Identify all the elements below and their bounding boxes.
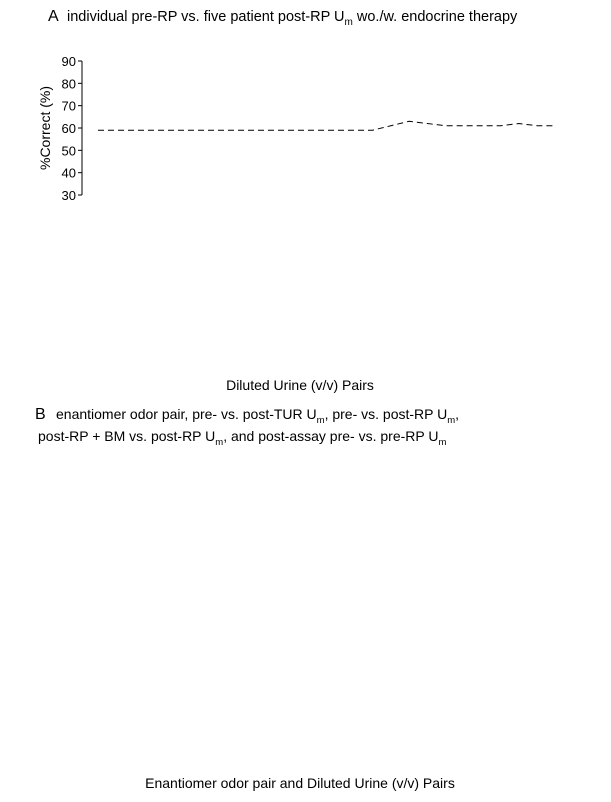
panel-b-title-line2: post-RP + BM vs. post-RP $U_m$, and post-assay pre- vs. pre-RP $U_m$: [38, 428, 447, 448]
panel-a-y-tick-label: 60: [61, 121, 76, 136]
panel-a-letter: A: [48, 8, 59, 25]
panel-a-y-tick-label: 30: [61, 188, 76, 203]
panel-a-y-tick-label: 40: [61, 165, 76, 181]
panel-a-y-tick-label: 90: [61, 54, 76, 69]
panel-a-chance-line: [98, 121, 556, 130]
panel-b-title: enantiomer odor pair, pre- vs. post-TUR $U_m$, pre- vs. post-RP $U_m$,: [56, 406, 460, 426]
panel-a-y-tick-label: 50: [61, 143, 76, 159]
panel-b-xlabel: Enantiomer odor pair and Diluted Urine (v/v) Pairs: [145, 775, 455, 791]
panel-a-ylabel: %Correct (%): [37, 85, 53, 171]
panel-a-y-tick-label: 80: [61, 76, 76, 92]
panel-a-chart: [37, 54, 556, 203]
panel-a-xlabel: Diluted Urine (v/v) Pairs: [226, 377, 374, 393]
panel-a-title: individual pre-RP vs. five patient post-RP $U_m$ wo./w. endocrine therapy: [67, 9, 518, 28]
panel-b-letter: B: [35, 406, 46, 423]
panel-a-y-tick-label: 70: [61, 98, 76, 114]
